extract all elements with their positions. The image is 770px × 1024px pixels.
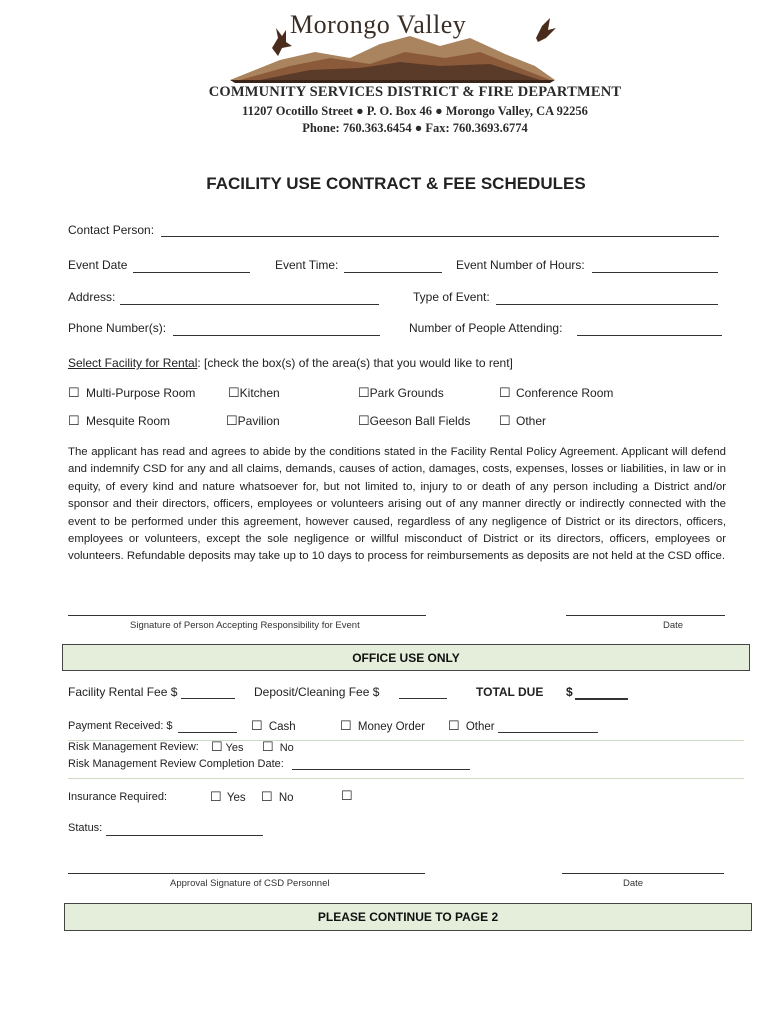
person-signature-line[interactable] <box>68 615 426 616</box>
office-use-header: OFFICE USE ONLY <box>62 644 750 671</box>
agreement-text: The applicant has read and agrees to abide by the conditions stated in the Facility Rental Policy Agreement. Applicant will defend and indemnify CSD for any and all claims, demands, causes of action, damages, costs, expenses, losses or liabilities, in law or in equity, of every kind and nature whatsoever for, but not limited to, injury to or death of any person including a District and/or sponsor and their directors, officers, employees or volunteers arising out of any manner directly or indirectly connected with the event to be performed under this agreement, however caused, regardless of any negligence of District or its directors, officers, employees or volunteers, except the sole negligence or willful misconduct of District or its directors, officers, employees or volunteers. Refundable deposits may take up to 10 days to process for reimbursements as deposits are not held at the CSD office. <box>68 446 726 563</box>
event-time-field[interactable] <box>344 260 442 273</box>
total-due-dollar: $ <box>566 685 573 699</box>
facility-option-park-grounds[interactable]: ☐Park Grounds <box>358 385 444 400</box>
insurance-yes-option[interactable]: ☐ Yes <box>210 789 246 804</box>
person-signature-caption: Signature of Person Accepting Responsibility for Event <box>130 620 360 631</box>
facility-option-pavilion[interactable]: ☐Pavilion <box>226 413 280 428</box>
checkbox-icon[interactable]: ☐ <box>358 385 370 400</box>
checkbox-icon[interactable]: ☐ <box>261 789 273 804</box>
total-due-label: TOTAL DUE <box>476 685 544 699</box>
facility-select-hint: : [check the box(s) of the area(s) that you would like to rent] <box>197 356 513 370</box>
deposit-fee-label: Deposit/Cleaning Fee $ <box>254 685 380 699</box>
facility-select-label: Select Facility for Rental <box>68 356 198 370</box>
contact-person-field[interactable] <box>161 224 719 237</box>
rental-fee-label: Facility Rental Fee $ <box>68 685 178 699</box>
risk-review-no-option[interactable]: ☐ No <box>262 739 294 754</box>
eagle-icon-right <box>536 18 556 42</box>
risk-review-label: Risk Management Review: <box>68 741 199 753</box>
phone-label: Phone Number(s): <box>68 321 167 335</box>
insurance-extra-checkbox[interactable]: ☐ <box>341 788 353 803</box>
eagle-icon <box>272 28 292 56</box>
logo-name: Morongo Valley <box>290 10 467 39</box>
risk-review-yes-option[interactable]: ☐ Yes <box>211 739 244 754</box>
payment-received-field[interactable] <box>178 720 237 733</box>
checkbox-icon[interactable]: ☐ <box>340 718 352 733</box>
checkbox-icon[interactable]: ☐ <box>226 413 238 428</box>
type-of-event-label: Type of Event: <box>413 290 490 304</box>
facility-option-other[interactable]: ☐ Other <box>499 413 547 428</box>
event-hours-label: Event Number of Hours: <box>456 258 585 272</box>
approval-date-caption: Date <box>623 878 644 889</box>
address-label: Address: <box>68 290 116 304</box>
payment-money-order-option[interactable]: ☐ Money Order <box>340 718 425 733</box>
checkbox-icon[interactable]: ☐ <box>499 413 511 428</box>
checkbox-icon[interactable]: ☐ <box>251 718 263 733</box>
phone-field[interactable] <box>173 323 380 336</box>
approval-date-line[interactable] <box>562 873 724 874</box>
checkbox-icon[interactable]: ☐ <box>211 739 223 754</box>
approval-signature-caption: Approval Signature of CSD Personnel <box>170 878 330 889</box>
address-field[interactable] <box>120 292 379 305</box>
risk-completion-label: Risk Management Review Completion Date: <box>68 758 284 770</box>
facility-option-kitchen[interactable]: ☐Kitchen <box>228 385 280 400</box>
continue-notice: PLEASE CONTINUE TO PAGE 2 <box>64 903 752 931</box>
payment-cash-option[interactable]: ☐ Cash <box>251 718 296 733</box>
person-date-line[interactable] <box>566 615 725 616</box>
contact-person-label: Contact Person: <box>68 223 155 237</box>
person-date-caption: Date <box>663 620 684 631</box>
page-title: FACILITY USE CONTRACT & FEE SCHEDULES <box>206 174 586 193</box>
checkbox-icon[interactable]: ☐ <box>262 739 274 754</box>
contact-person-row <box>68 223 154 237</box>
org-name: COMMUNITY SERVICES DISTRICT & FIRE DEPARTMENT <box>208 84 622 100</box>
event-date-label: Event Date <box>68 258 128 272</box>
org-address: 11207 Ocotillo Street ● P. O. Box 46 ● Morongo Valley, CA 92256 <box>242 104 588 118</box>
checkbox-icon[interactable]: ☐ <box>358 413 370 428</box>
event-hours-field[interactable] <box>592 260 718 273</box>
payment-other-field[interactable] <box>498 720 598 733</box>
checkbox-icon[interactable]: ☐ <box>499 385 511 400</box>
facility-option-geeson-ball-fields[interactable]: ☐Geeson Ball Fields <box>358 413 471 428</box>
status-field[interactable] <box>106 823 263 836</box>
deposit-fee-field[interactable] <box>399 686 447 699</box>
payment-received-label: Payment Received: $ <box>68 720 173 732</box>
facility-select-instruction <box>68 356 513 370</box>
risk-completion-field[interactable] <box>292 757 470 770</box>
checkbox-icon[interactable]: ☐ <box>68 385 80 400</box>
people-attending-field[interactable] <box>577 323 722 336</box>
type-of-event-field[interactable] <box>496 292 718 305</box>
checkbox-icon[interactable]: ☐ <box>228 385 240 400</box>
event-time-label: Event Time: <box>275 258 339 272</box>
people-attending-label: Number of People Attending: <box>409 321 563 335</box>
insurance-required-label: Insurance Required: <box>68 791 168 803</box>
facility-option-multi-purpose-room[interactable]: ☐ Multi-Purpose Room <box>68 385 196 400</box>
approval-signature-line[interactable] <box>68 873 425 874</box>
checkbox-icon[interactable]: ☐ <box>210 789 222 804</box>
checkbox-icon[interactable]: ☐ <box>68 413 80 428</box>
org-phones: Phone: 760.363.6454 ● Fax: 760.3693.6774 <box>302 121 528 135</box>
logo <box>220 8 560 86</box>
facility-option-mesquite-room[interactable]: ☐ Mesquite Room <box>68 413 171 428</box>
divider <box>68 778 744 779</box>
rental-fee-field[interactable] <box>181 686 235 699</box>
event-date-field[interactable] <box>133 260 250 273</box>
total-due-field[interactable] <box>575 686 628 700</box>
status-label: Status: <box>68 822 103 834</box>
facility-option-conference-room[interactable]: ☐ Conference Room <box>499 385 614 400</box>
checkbox-icon[interactable]: ☐ <box>448 718 460 733</box>
insurance-no-option[interactable]: ☐ No <box>261 789 294 804</box>
payment-other-option[interactable]: ☐ Other <box>448 718 495 733</box>
